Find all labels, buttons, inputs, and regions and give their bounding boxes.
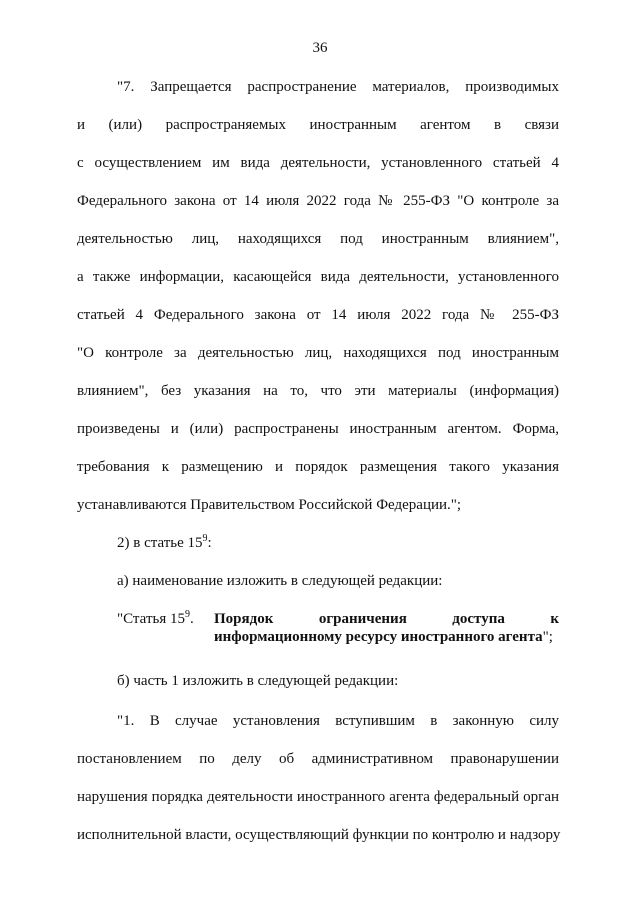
paragraph-line: и (или) распространяемых иностранным агентом в связи (77, 117, 559, 133)
item-2 (117, 534, 559, 552)
article-label-superscript: 9 (184, 609, 190, 620)
article-label (117, 610, 194, 628)
item-2-superscript: 9 (202, 533, 208, 544)
paragraph-line: Федерального закона от 14 июля 2022 года № 255-ФЗ "О контроле за (77, 193, 559, 209)
paragraph-line: а также информации, касающейся вида деятельности, установленного (77, 269, 559, 285)
paragraph-line: "О контроле за деятельностью лиц, находящихся под иностранным (77, 345, 559, 361)
paragraph-line: с осуществлением им вида деятельности, установленного статьей 4 (77, 155, 559, 171)
paragraph-line: требования к размещению и порядок размещения такого указания (77, 459, 559, 475)
item-2-prefix: 2) в статье 15 (117, 535, 203, 551)
part1-line: исполнительной власти, осуществляющий функции по контролю и надзору (77, 827, 561, 843)
article-title-line-2 (214, 628, 559, 646)
paragraph-line: устанавливаются Правительством Российской Федерации."; (77, 497, 462, 513)
page-number: 36 (312, 40, 328, 56)
item-2-suffix: : (207, 535, 212, 551)
part1-line: нарушения порядка деятельности иностранного агента федеральный орган (77, 789, 559, 805)
paragraph-line: деятельностью лиц, находящихся под иностранным влиянием", (77, 231, 559, 247)
article-title-line-1: Порядок ограничения доступа к (214, 611, 559, 627)
paragraph-line: влиянием", без указания на то, что эти материалы (информация) (77, 383, 559, 399)
paragraph-line: статьей 4 Федерального закона от 14 июля 2022 года № 255-ФЗ (77, 307, 559, 323)
article-title-text: информационному ресурсу иностранного агента (214, 629, 543, 645)
article-label-prefix: "Статья 15 (117, 611, 185, 627)
item-a: а) наименование изложить в следующей редакции: (117, 573, 443, 589)
article-title-end: "; (542, 629, 553, 645)
item-b: б) часть 1 изложить в следующей редакции: (117, 673, 399, 689)
part1-line: постановлением по делу об административном правонарушении (77, 751, 559, 767)
paragraph-line: произведены и (или) распространены иностранным агентом. Форма, (77, 421, 559, 437)
article-label-suffix: . (189, 611, 194, 627)
paragraph-line: "7. Запрещается распространение материалов, производимых (117, 79, 559, 95)
part1-line: "1. В случае установления вступившим в законную силу (117, 713, 559, 729)
